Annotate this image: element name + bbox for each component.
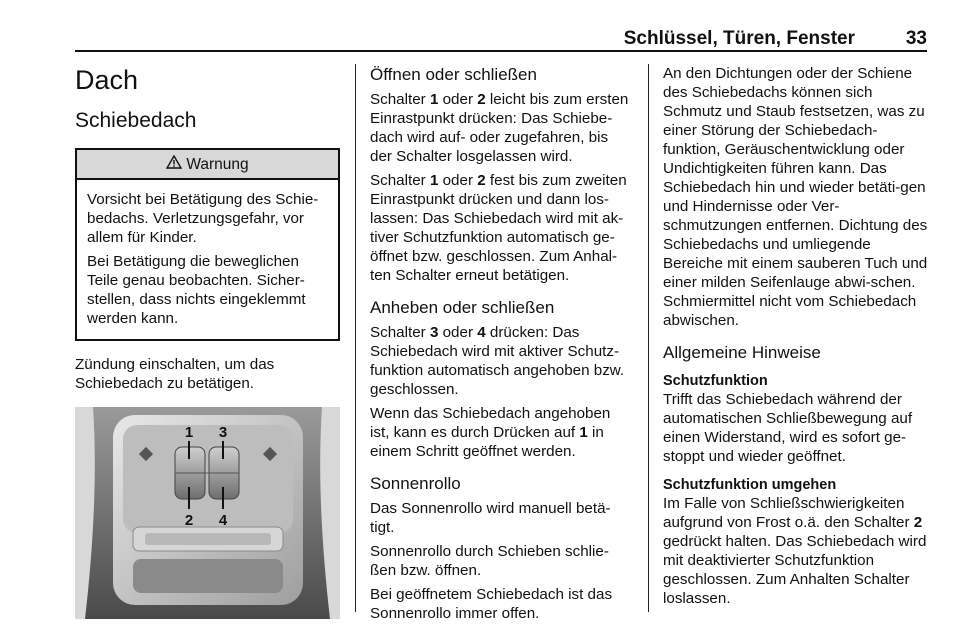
chapter-title: Schlüssel, Türen, Fenster bbox=[623, 28, 855, 49]
body-text: Schalter 1 oder 2 leicht bis zum ersten Einrastpunkt drücken: Das Schiebe-dach wird auf- oder zugefahren, bis der Schalter losgelassen wird. bbox=[370, 91, 629, 165]
column-3 bbox=[663, 64, 929, 613]
column-2 bbox=[370, 64, 632, 628]
header-rule bbox=[75, 50, 927, 52]
body-text: Trifft das Schiebedach während der automatischen Schließbewegung auf einen Widerstand, wird es sofort ge-stoppt und wieder geöffnet. bbox=[663, 391, 913, 465]
body-text: Sonnenrollo durch Schieben schlie-ßen bzw. öffnen. bbox=[370, 543, 609, 579]
section-heading: Sonnenrollo bbox=[370, 474, 461, 493]
page-header bbox=[75, 28, 927, 52]
body-text: Zündung einschalten, um das Schiebedach zu betätigen. bbox=[75, 356, 275, 392]
sunroof-switch-photo bbox=[75, 407, 340, 619]
body-text: Wenn das Schiebedach angehoben ist, kann es durch Drücken auf 1 in einem Schritt geöffnet werden. bbox=[370, 405, 611, 460]
section-heading: Anheben oder schließen bbox=[370, 298, 555, 317]
warning-title: Warnung bbox=[186, 155, 249, 173]
body-text: An den Dichtungen oder der Schiene des Schiebedachs können sich Schmutz und Staub festsetzen, was zu einer Störung der Schiebedach-funktion, Geräuschentwicklung oder Undichtigkeiten führen kann. Das Schiebedach hin und wieder betäti-gen und Hindernisse oder Ver-schmutzungen entfernen. Dichtung des Schiebedachs und umliegende Bereiche mit einem sauberen Tuch und einer milden Seifenlauge abwi-schen. Schmiermittel nicht vom Schiebedach abwischen. bbox=[663, 65, 928, 329]
subheading: Schutzfunktion umgehen bbox=[663, 477, 837, 493]
column-1 bbox=[75, 64, 340, 619]
section-heading: Allgemeine Hinweise bbox=[663, 343, 821, 362]
switch-label-3: 3 bbox=[218, 424, 228, 441]
body-text: Schalter 3 oder 4 drücken: Das Schiebedach wird mit aktiver Schutz-funktion automatisch angehoben bzw. geschlossen. bbox=[370, 324, 625, 398]
page-number: 33 bbox=[905, 28, 927, 49]
body-text: Bei geöffnetem Schiebedach ist das Sonnenrollo immer offen. bbox=[370, 586, 613, 622]
column-divider bbox=[355, 64, 356, 612]
warning-text: Bei Betätigung die beweglichen Teile genau beobachten. Sicher-stellen, dass nichts eingeklemmt werden kann. bbox=[87, 253, 306, 327]
subheading: Schutzfunktion bbox=[663, 373, 768, 389]
warning-header bbox=[77, 150, 338, 180]
section-heading: Öffnen oder schließen bbox=[370, 65, 537, 84]
switch-label-1: 1 bbox=[184, 424, 194, 441]
warning-text: Vorsicht bei Betätigung des Schie-bedachs. Verletzungsgefahr, vor allem für Kinder. bbox=[87, 191, 319, 246]
warning-triangle-icon bbox=[166, 155, 182, 174]
body-text: Schalter 1 oder 2 fest bis zum zweiten Einrastpunkt drücken und dann los-lassen: Das Schiebedach wird mit ak-tiver Schutzfunktion automatisch ge-öffnet bzw. geschlossen. Zum Anhal-ten Schalter erneut betätigen. bbox=[370, 172, 627, 284]
body-text: Das Sonnenrollo wird manuell betä-tigt. bbox=[370, 500, 611, 536]
sunroof-switch-illustration bbox=[75, 407, 340, 619]
warning-body bbox=[77, 180, 338, 339]
body-text: Im Falle von Schließschwierigkeiten aufgrund von Frost o.ä. den Schalter 2 gedrückt halten. Das Schiebedach wird mit deaktivierter Schutzfunktion geschlossen. Zum Anhalten Schalter loslassen. bbox=[663, 495, 927, 607]
column-divider bbox=[648, 64, 649, 612]
switch-label-2: 2 bbox=[184, 512, 194, 529]
warning-box bbox=[75, 148, 340, 341]
section-heading: Dach bbox=[75, 65, 139, 95]
switch-label-4: 4 bbox=[218, 512, 228, 529]
subsection-heading: Schiebedach bbox=[75, 109, 197, 132]
